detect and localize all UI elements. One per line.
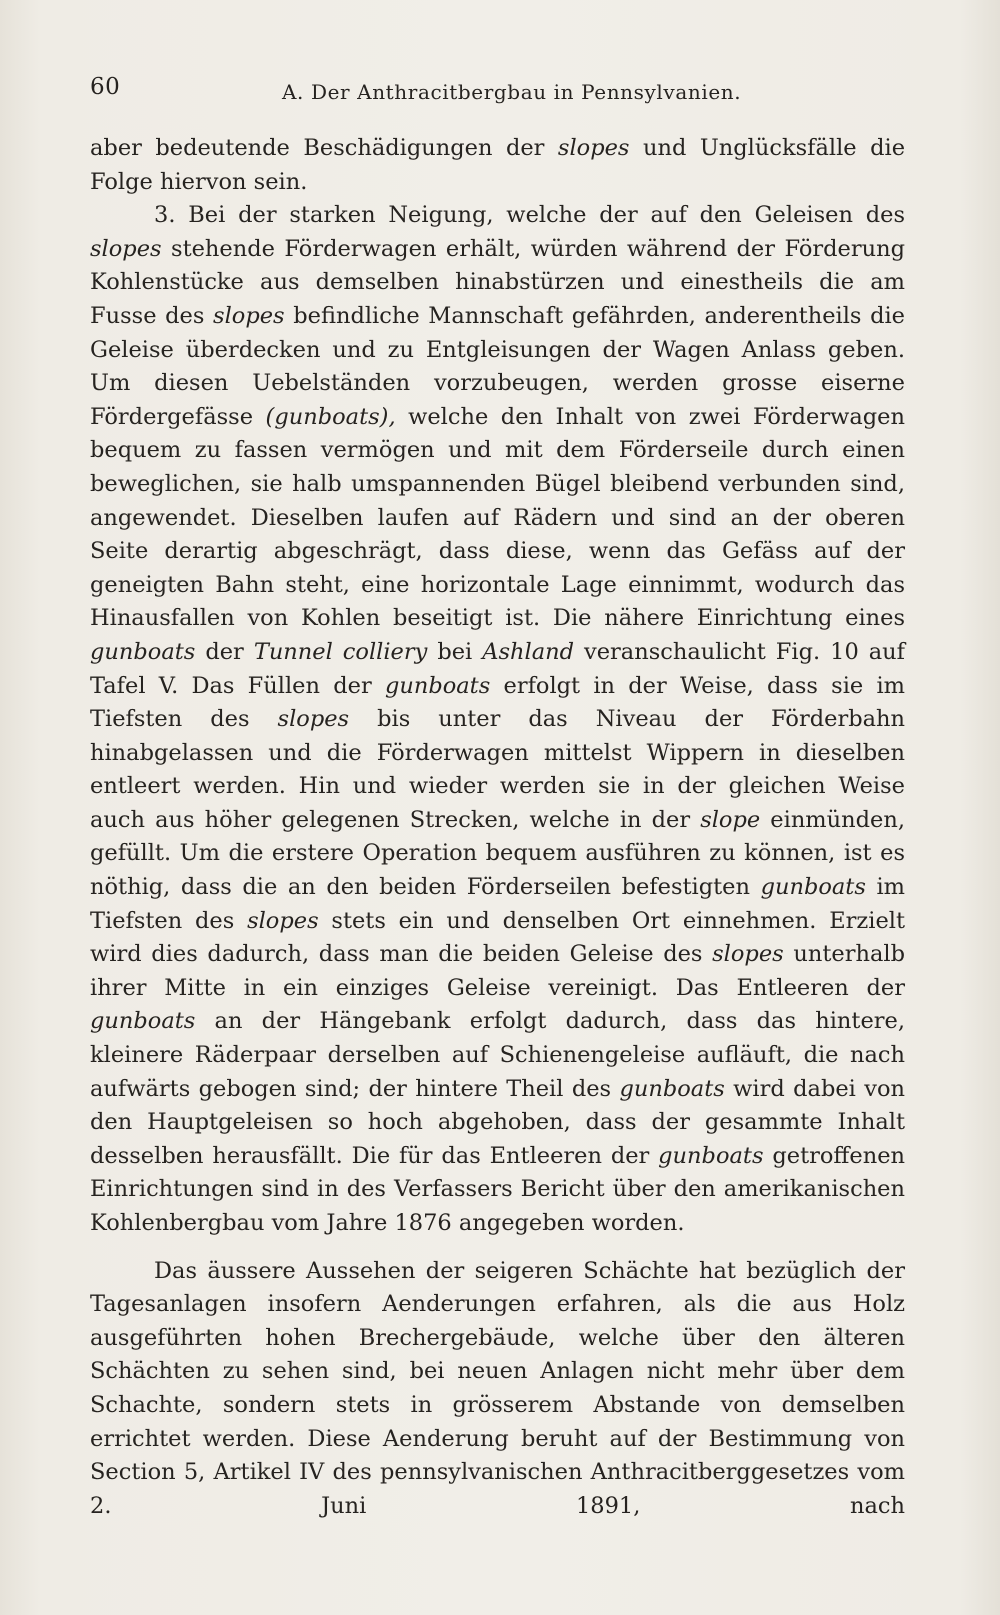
text-run: an der Hängebank erfolgt dadurch, dass das hintere, kleinere Räderpaar derselben auf Schienengeleise aufläuft, die nach aufwärts gebogen sind; der hintere Theil des xyxy=(90,1008,905,1102)
text-run: bei xyxy=(427,638,483,665)
italic-term: slopes xyxy=(557,135,630,161)
text-run: bis unter das Niveau der Förderbahn hinabgelassen und die Förderwagen mittelst Wippern in dieselben entleert werden. Hin und wieder werden sie in der gleichen Weise auch aus höher gelegenen Strecken, welche in der xyxy=(90,706,906,833)
italic-term: gunboats xyxy=(658,1142,764,1169)
text-run: wird dabei von den Hauptgeleisen so hoch abgehoben, dass der gesammte Inhalt desselben herausfällt. Die für das Entleeren der xyxy=(90,1075,905,1169)
paragraph-2 xyxy=(90,199,905,1240)
italic-term: Tunnel colliery xyxy=(253,638,428,665)
italic-term: slopes xyxy=(277,706,350,733)
text-run: veranschaulicht Fig. 10 auf Tafel V. Das Füllen der xyxy=(90,638,905,699)
italic-term: gunboats xyxy=(90,638,196,665)
italic-term: slopes xyxy=(712,941,784,968)
text-run: stets ein und denselben Ort einnehmen. Erzielt wird dies dadurch, dass man die beiden Geleise des xyxy=(90,907,906,968)
text-run: Das äussere Aussehen der seigeren Schächte hat bezüglich der Tagesanlagen insofern Aenderungen erfahren, als die aus Holz ausgeführten hohen Brechergebäude, welche über den älteren Schächten zu sehen sind, bei neuen Anlagen nicht mehr über dem Schachte, sondern stets in grösserem Abstande von demselben errichtet werden. Diese Aenderung beruht auf der Bestimmung von Section 5, Artikel IV des pennsylvanischen Anthracitberggesetzes vom 2. Juni 1891, nach xyxy=(90,1257,905,1519)
italic-term: Ashland xyxy=(482,638,575,665)
text-run: welche den Inhalt von zwei Förderwagen bequem zu fassen vermögen und mit dem Förderseile durch einen beweglichen, sie halb umspannenden Bügel bleibend verbunden sind, angewendet. Dieselben laufen auf Rädern und sind an der oberen Seite derartig abgeschrägt, dass diese, wenn das Gefäss auf der geneigten Bahn steht, eine horizontale Lage einnimmt, wodurch das Hinausfallen von Kohlen beseitigt ist. Die nähere Einrichtung eines xyxy=(90,403,905,632)
italic-term: gunboats xyxy=(90,1008,196,1035)
text-run: im Tiefsten des xyxy=(90,874,906,934)
text-run: befindliche Mannschaft gefährden, anderentheils die Geleise überdecken und zu Entgleisungen der Wagen Anlass geben. Um diesen Uebelständen vorzubeugen, werden grosse eiserne Fördergefässe xyxy=(90,302,905,430)
paragraph-3 xyxy=(90,1255,905,1524)
italic-term: gunboats xyxy=(619,1075,725,1102)
paragraph-1 xyxy=(90,132,905,199)
paragraph-spacer xyxy=(90,1241,905,1255)
italic-term: slope xyxy=(700,806,761,833)
text-run: getroffenen Einrichtungen sind in des Verfassers Bericht über den amerikanischen Kohlenbergbau vom Jahre 1876 angegeben worden. xyxy=(90,1142,906,1236)
italic-term: slopes xyxy=(247,907,319,934)
text-run: einmünden, gefüllt. Um die erstere Operation bequem ausführen zu können, ist es nöthig, dass die an den beiden Förderseilen befestigten xyxy=(90,806,905,901)
running-title: A. Der Anthracitbergbau in Pennsylvanien. xyxy=(282,80,742,104)
text-run: erfolgt in der Weise, dass sie im Tiefsten des xyxy=(90,672,905,733)
text-run: 3. Bei der starken Neigung, welche der auf den Geleisen des xyxy=(154,202,905,229)
text-run: der xyxy=(195,638,254,665)
italic-term: gunboats xyxy=(760,874,866,901)
body-text xyxy=(90,132,905,1523)
italic-term: slopes xyxy=(90,235,162,262)
text-run: stehende Förderwagen erhält, würden während der Förderung Kohlenstücke aus demselben hinabstürzen und einestheils die am Fusse des xyxy=(90,235,905,329)
italic-term: slopes xyxy=(213,302,285,329)
text-run: und Unglücksfälle die Folge hiervon sein. xyxy=(90,135,906,195)
page-header xyxy=(90,74,905,114)
text-run: unterhalb ihrer Mitte in ein einziges Geleise vereinigt. Das Entleeren der xyxy=(90,941,905,1001)
italic-term: (gunboats), xyxy=(265,403,396,430)
page-number: 60 xyxy=(90,74,121,100)
text-run: aber bedeutende Beschädigungen der xyxy=(90,135,558,161)
italic-term: gunboats xyxy=(384,672,491,699)
